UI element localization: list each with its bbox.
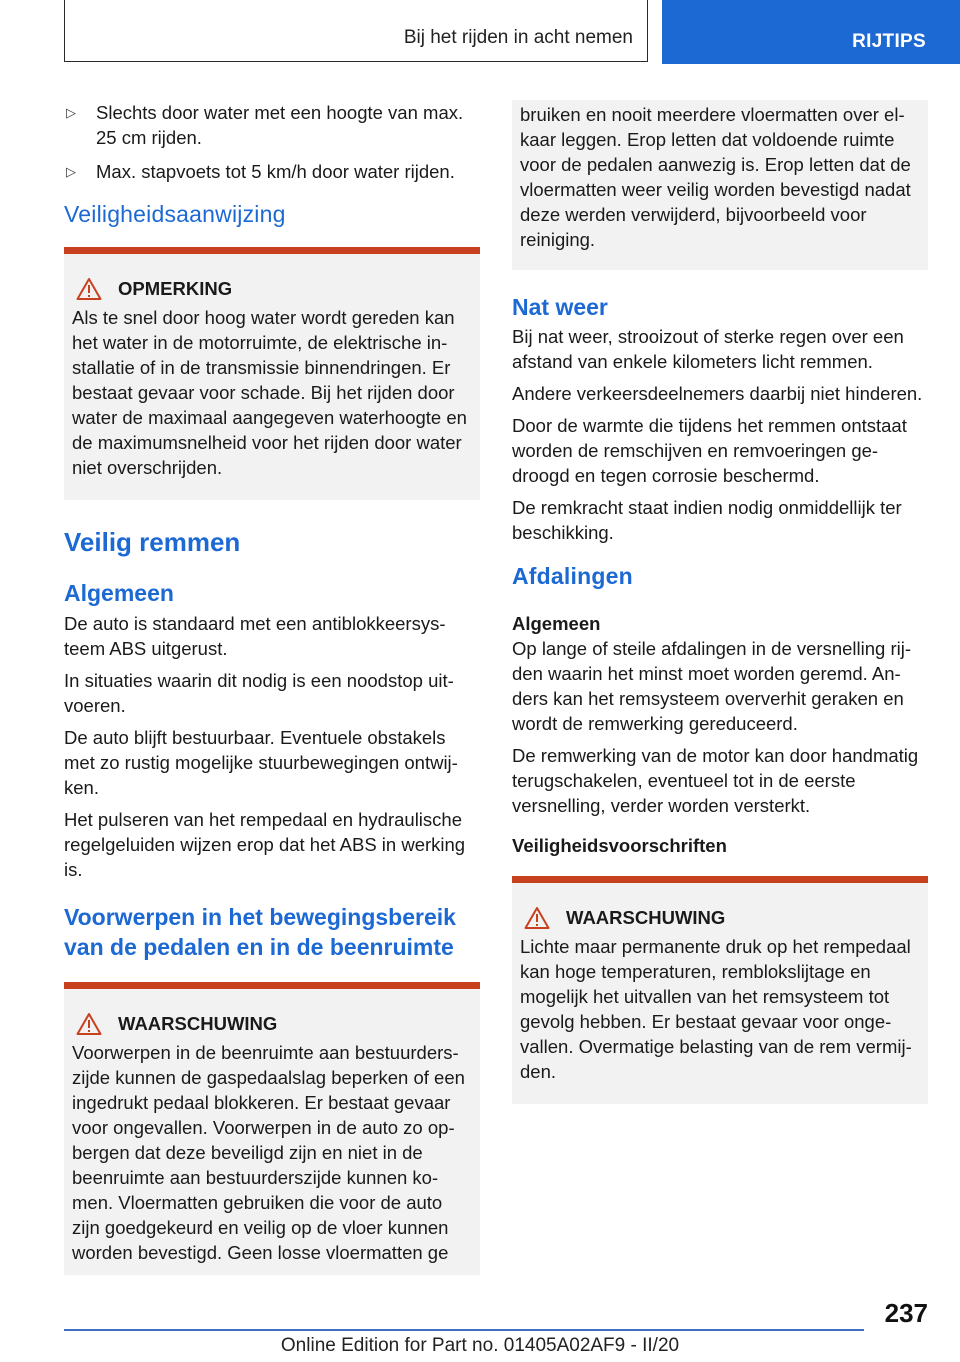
- section-header: [64, 0, 648, 62]
- bullet-item: [64, 100, 480, 150]
- paragraph: Op lange of steile afdalingen in de versnelling rijden waarin het minst moet worden geremd. Anders kan het remsysteem oververhit geraken en wordt de remwerking gereduceerd.: [512, 638, 912, 734]
- edition-note: Online Edition for Part no. 01405A02AF9 - II/20: [280, 1335, 680, 1356]
- paragraph: De auto blijft bestuurbaar. Eventuele obstakels met zo rustig mogelijke stuurbewegingen ontwijken.: [64, 727, 458, 798]
- right-column: [512, 100, 928, 1104]
- paragraph: Andere verkeersdeelnemers daarbij niet hinderen.: [512, 383, 923, 404]
- warning-text: Lichte maar permanente druk op het rempedaal kan hoge temperaturen, remblokslijtage en mogelijk het uitvallen van het remsysteem tot gevolg hebben. Er bestaat gevaar voor ongevallen. Overmatige belasting van de rem vermijden.: [520, 936, 912, 1082]
- paragraph: In situaties waarin dit nodig is een noodstop uitvoeren.: [64, 670, 454, 716]
- warning-box: [64, 982, 480, 1275]
- note-box: [64, 247, 480, 500]
- chapter-tab: [662, 0, 960, 64]
- paragraph: De remkracht staat indien nodig onmiddellijk ter beschikking.: [512, 497, 902, 543]
- objects-heading: Voorwerpen in het bewegingsbereik van de pedalen en in de beenruimte: [64, 904, 456, 960]
- section-title: Bij het rijden in acht nemen: [403, 27, 633, 48]
- descent-subheading: Algemeen: [512, 613, 601, 634]
- rules-heading: Veiligheidsvoorschriften: [512, 835, 727, 856]
- warning-box-continued: [512, 100, 928, 270]
- note-text: Als te snel door hoog water wordt gereden kan het water in de motorruimte, de elektrische installatie of in de transmissie binnendringen. Er bestaat gevaar voor schade. Bij het rijden door water de maximaal aangegeven waterhoogte en de maximumsnelheid voor het rijden door water niet overschrijden.: [72, 307, 467, 478]
- warning-text: Voorwerpen in de beenruimte aan bestuurderszijde kunnen de gaspedaalslag beperken of een ingedrukt pedaal blokkeren. Er bestaat gevaar voor ongevallen. Voorwerpen in de auto zo opbergen dat deze beveiligd zijn en niet in de beenruimte aan bestuurderszijde kunnen komen. Vloermatten gebruiken die voor de auto zijn goedgekeurd en veilig op de vloer kunnen worden bevestigd. Geen losse vloermatten ge: [72, 1042, 465, 1263]
- paragraph: De remwerking van de motor kan door handmatig terugschakelen, eventueel tot in de eerste versnelling, verder worden versterkt.: [512, 745, 919, 816]
- note-title-row: [72, 276, 472, 301]
- footer-divider: [64, 1329, 864, 1331]
- chapter-title: RIJTIPS: [852, 31, 926, 52]
- descent-heading: Afdalingen: [512, 563, 633, 589]
- warning-triangle-icon: [76, 277, 102, 301]
- warning-continued-text: bruiken en nooit meerdere vloermatten over elkaar leggen. Erop letten dat voldoende ruimte voor de pedalen aanwezig is. Erop letten dat de vloermatten weer veilig worden bevestigd nadat deze werden verwijderd, bijvoorbeeld voor reiniging.: [520, 104, 911, 250]
- warning-triangle-icon: [76, 1012, 102, 1036]
- triangle-bullet-icon: ▷: [66, 164, 76, 179]
- paragraph: Het pulseren van het rempedaal en hydraulische regelgeluiden wijzen erop dat het ABS in werking is.: [64, 809, 466, 880]
- bullet-text: Slechts door water met een hoogte van max. 25 cm rijden.: [96, 102, 464, 148]
- paragraph: Bij nat weer, strooizout of sterke regen over een afstand van enkele kilometers licht remmen.: [512, 326, 904, 372]
- triangle-bullet-icon: ▷: [66, 105, 76, 120]
- safety-heading: Veiligheidsaanwijzing: [64, 201, 286, 227]
- warning-box: [512, 876, 928, 1104]
- wet-heading: Nat weer: [512, 294, 608, 320]
- bullet-item: [64, 159, 480, 184]
- general-heading: Algemeen: [64, 580, 174, 606]
- left-column: [64, 100, 480, 1275]
- warning-title-row: [72, 1011, 472, 1036]
- note-title: OPMERKING: [118, 278, 233, 299]
- warning-triangle-icon: [524, 906, 550, 930]
- paragraph: Door de warmte die tijdens het remmen ontstaat worden de remschijven en remvoeringen gedroogd en tegen corrosie beschermd.: [512, 415, 907, 486]
- warning-title: WAARSCHUWING: [566, 907, 726, 928]
- page-number: 237: [884, 1298, 928, 1328]
- bullet-text: Max. stapvoets tot 5 km/h door water rijden.: [96, 161, 455, 182]
- paragraph: De auto is standaard met een antiblokkeersysteem ABS uitgerust.: [64, 613, 446, 659]
- warning-title-row: [520, 905, 920, 930]
- warning-title: WAARSCHUWING: [118, 1013, 278, 1034]
- brake-heading: Veilig remmen: [64, 527, 241, 557]
